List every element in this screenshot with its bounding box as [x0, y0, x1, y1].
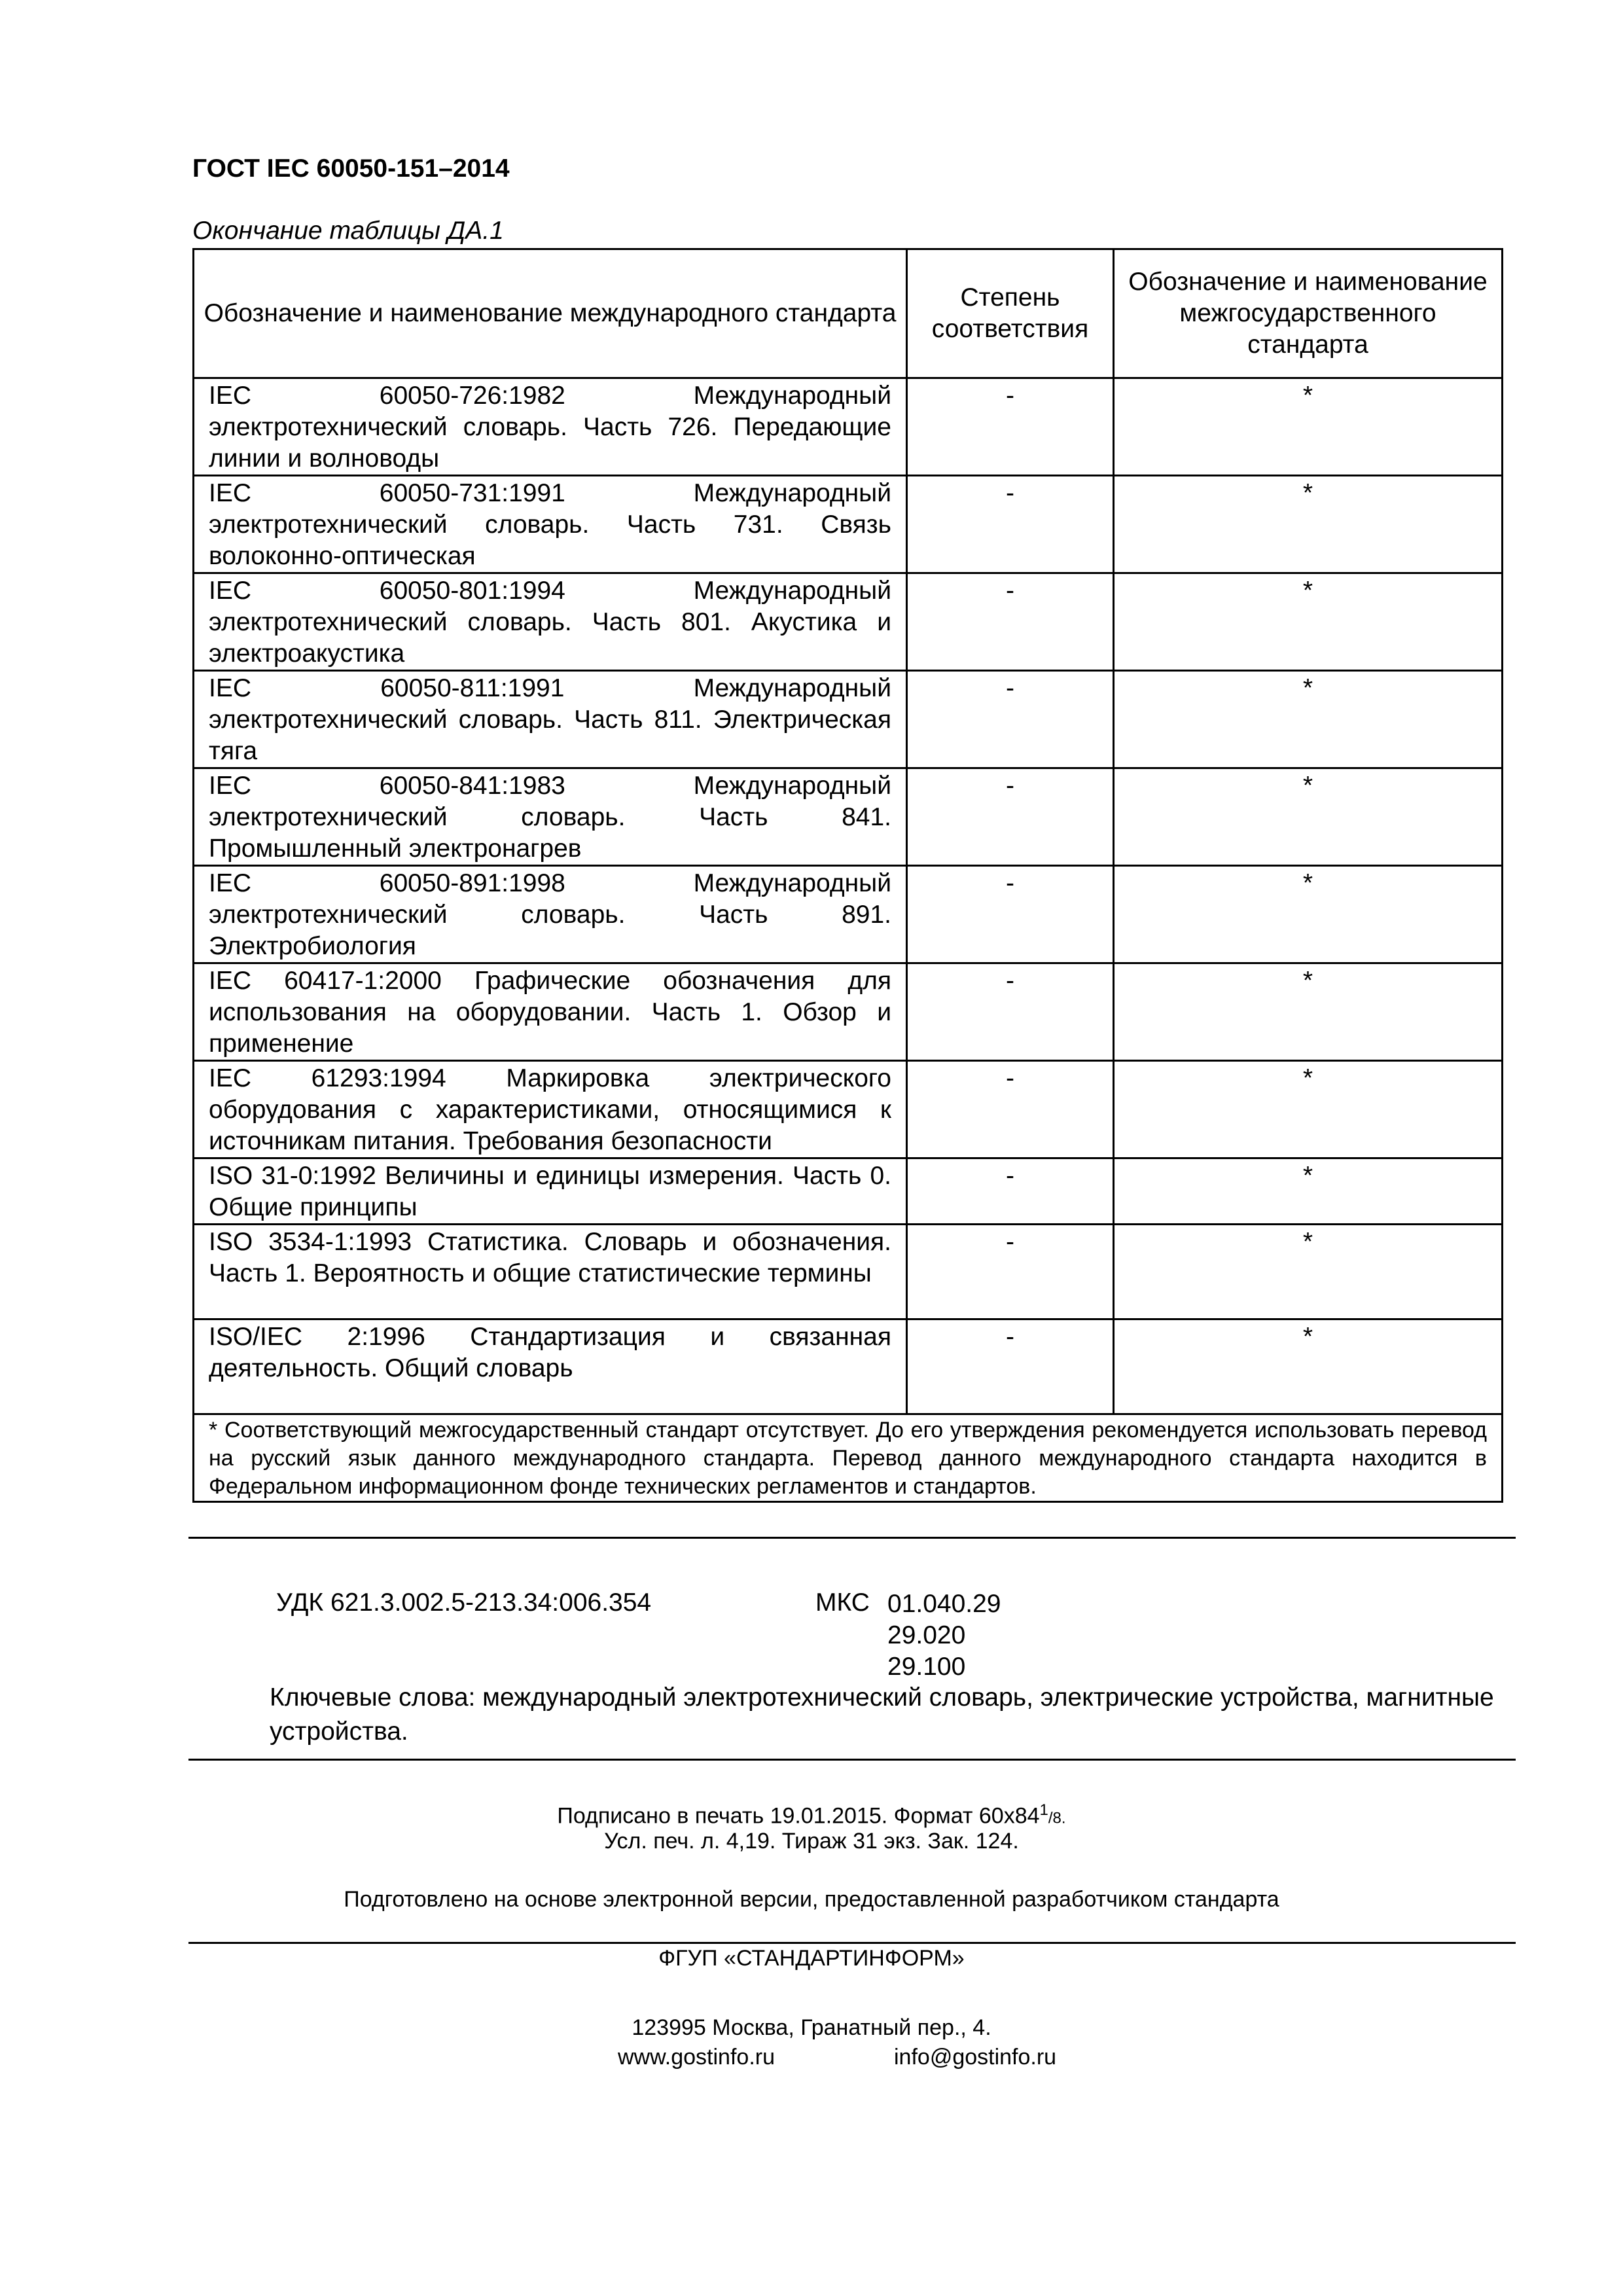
table-row [194, 476, 1503, 573]
table-caption: Окончание таблицы ДА.1 [192, 217, 504, 245]
mks-code: 29.020 [887, 1621, 966, 1649]
signed-text: Подписано в печать 19.01.2015. Формат 60x84 [557, 1803, 1040, 1829]
standard-name-cell: IEC 60050-891:1998 Международный электротехнический словарь. Часть 891. Электробиология [194, 866, 907, 963]
standard-name-cell: IEC 60050-731:1991 Международный электротехнический словарь. Часть 731. Связь волоконно-оптическая [194, 476, 907, 573]
degree-cell: - [907, 1319, 1114, 1414]
table-row [194, 866, 1503, 963]
degree-cell: - [907, 671, 1114, 768]
mks-label: МКС [815, 1588, 870, 1617]
document-title: ГОСТ IEC 60050-151–2014 [192, 154, 510, 183]
degree-cell: - [907, 963, 1114, 1061]
standard-name-cell: IEC 60050-841:1983 Международный электротехнический словарь. Часть 841. Промышленный электронагрев [194, 768, 907, 866]
format-superscript: 1 [1039, 1801, 1048, 1819]
format-subscript: /8. [1048, 1809, 1066, 1827]
interstate-standard-cell: * [1114, 963, 1503, 1061]
table-row [194, 768, 1503, 866]
separator-line [188, 1759, 1516, 1761]
print-details: Усл. печ. л. 4,19. Тираж 31 экз. Зак. 124. [604, 1829, 1019, 1854]
mks-code: 29.100 [887, 1653, 966, 1681]
degree-cell: - [907, 866, 1114, 963]
prepared-note: Подготовлено на основе электронной версии, предоставленной разработчиком стандарта [344, 1887, 1279, 1912]
interstate-standard-cell: * [1114, 1158, 1503, 1225]
table-row [194, 1319, 1503, 1414]
table-header-row [194, 249, 1503, 378]
email-link[interactable]: info@gostinfo.ru [894, 2045, 1057, 2070]
interstate-standard-cell: * [1114, 1061, 1503, 1158]
table-row [194, 1061, 1503, 1158]
website-link[interactable]: www.gostinfo.ru [618, 2045, 775, 2070]
interstate-standard-cell: * [1114, 476, 1503, 573]
interstate-standard-cell: * [1114, 866, 1503, 963]
publisher-name: ФГУП «СТАНДАРТИНФОРМ» [658, 1946, 965, 1971]
separator-line [188, 1537, 1516, 1539]
standard-name-cell: IEC 60050-726:1982 Международный электротехнический словарь. Часть 726. Передающие линии и волноводы [194, 378, 907, 476]
degree-cell: - [907, 378, 1114, 476]
udk-code: УДК 621.3.002.5-213.34:006.354 [276, 1588, 652, 1617]
table-row [194, 963, 1503, 1061]
standard-name-cell: IEC 61293:1994 Маркировка электрического оборудования с характеристиками, относящимися к источникам питания. Требования безопасности [194, 1061, 907, 1158]
table-row [194, 1158, 1503, 1225]
table-row [194, 1225, 1503, 1319]
degree-cell: - [907, 476, 1114, 573]
header-international-standard: Обозначение и наименование международного стандарта [194, 249, 907, 378]
standard-name-cell: IEC 60050-811:1991 Международный электротехнический словарь. Часть 811. Электрическая тяга [194, 671, 907, 768]
table-footnote: * Соответствующий межгосударственный стандарт отсутствует. До его утверждения рекомендуется использовать перевод на русский язык данного международного стандарта. Перевод данного международного стандарта находится в Федеральном информационном фонде технических регламентов и стандартов. [194, 1414, 1503, 1502]
publisher-address: 123995 Москва, Гранатный пер., 4. [632, 2015, 991, 2040]
degree-cell: - [907, 768, 1114, 866]
footnote-row [194, 1414, 1503, 1502]
table-row [194, 671, 1503, 768]
standard-name-cell: ISO 3534-1:1993 Статистика. Словарь и обозначения. Часть 1. Вероятность и общие статистические термины [194, 1225, 907, 1319]
degree-cell: - [907, 573, 1114, 671]
interstate-standard-cell: * [1114, 378, 1503, 476]
degree-cell: - [907, 1225, 1114, 1319]
standard-name-cell: IEC 60417-1:2000 Графические обозначения для использования на оборудовании. Часть 1. Обзор и применение [194, 963, 907, 1061]
standard-name-cell: ISO 31-0:1992 Величины и единицы измерения. Часть 0. Общие принципы [194, 1158, 907, 1225]
standards-table [192, 248, 1503, 1503]
interstate-standard-cell: * [1114, 1225, 1503, 1319]
interstate-standard-cell: * [1114, 573, 1503, 671]
interstate-standard-cell: * [1114, 1319, 1503, 1414]
table-row [194, 378, 1503, 476]
interstate-standard-cell: * [1114, 671, 1503, 768]
interstate-standard-cell: * [1114, 768, 1503, 866]
degree-cell: - [907, 1061, 1114, 1158]
standard-name-cell: IEC 60050-801:1994 Международный электротехнический словарь. Часть 801. Акустика и электроакустика [194, 573, 907, 671]
standard-name-cell: ISO/IEC 2:1996 Стандартизация и связанная деятельность. Общий словарь [194, 1319, 907, 1414]
header-interstate-standard: Обозначение и наименование межгосударственного стандарта [1114, 249, 1503, 378]
keywords: Ключевые слова: международный электротехнический словарь, электрические устройства, магнитные устройства. [270, 1683, 1494, 1746]
table-row [194, 573, 1503, 671]
header-degree: Степень соответствия [907, 249, 1114, 378]
mks-codes [887, 1588, 1001, 1683]
mks-code: 01.040.29 [887, 1590, 1001, 1618]
degree-cell: - [907, 1158, 1114, 1225]
